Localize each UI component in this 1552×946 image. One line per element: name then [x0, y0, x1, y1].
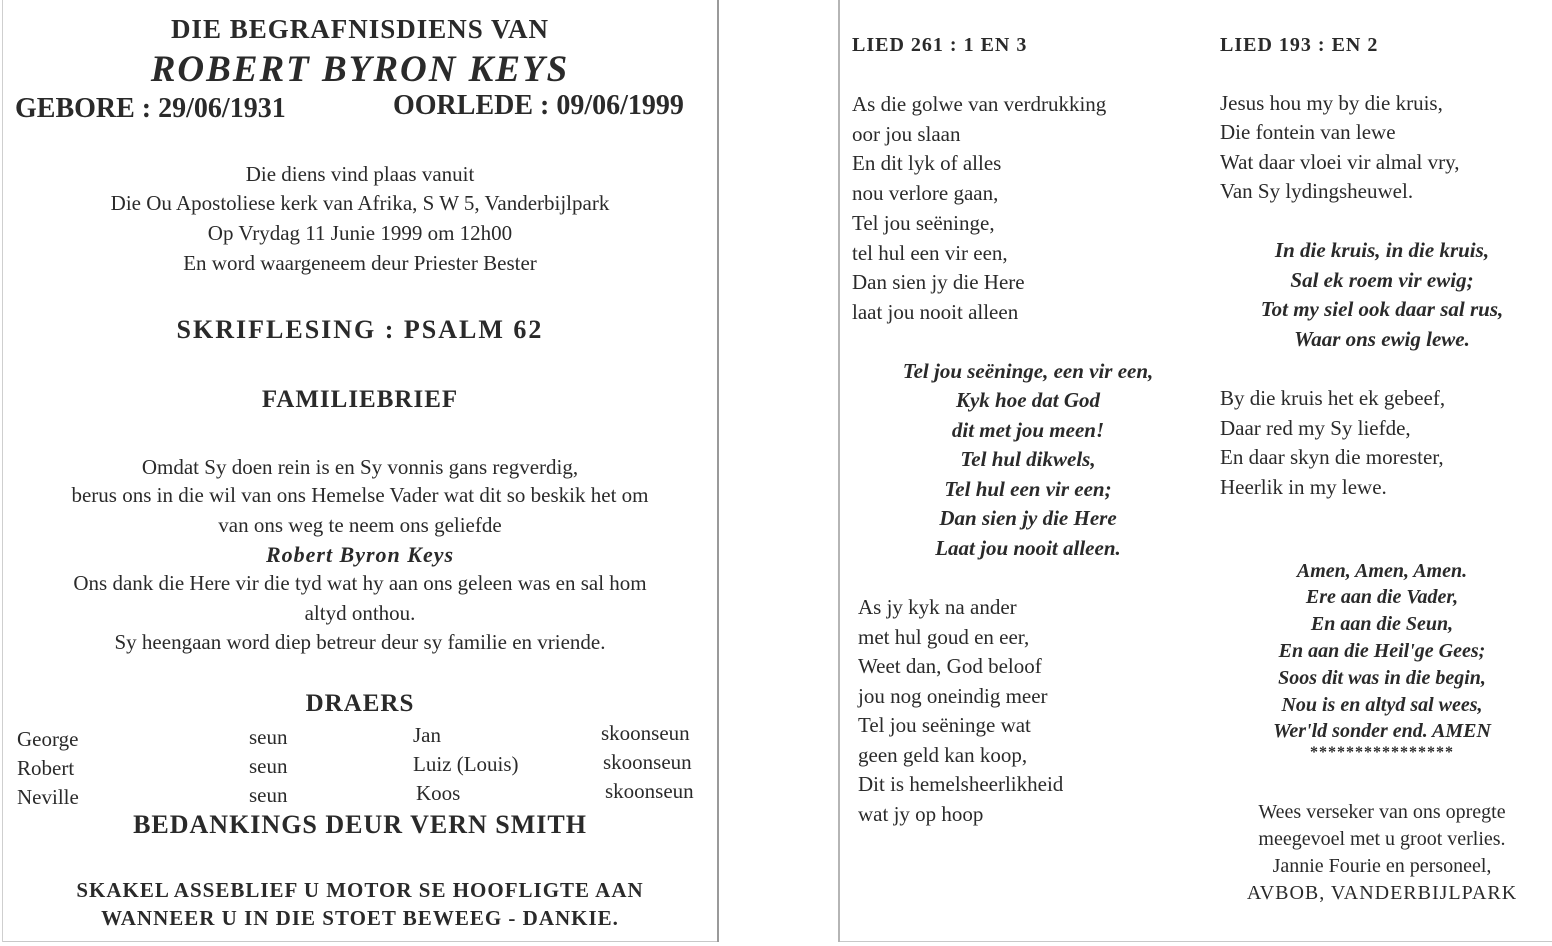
- family-letter-line: Sy heengaan word diep betreur deur sy familie en vriende.: [114, 630, 606, 654]
- doxology-line: Wer'ld sonder end. AMEN: [1273, 720, 1491, 742]
- verse-line: Die fontein van lewe: [1220, 120, 1396, 144]
- hymn-title: LIED 193 : EN 2: [1220, 34, 1379, 56]
- condolence-line: meegevoel met u groot verlies.: [1258, 828, 1506, 850]
- bearer-relation: seun: [249, 754, 288, 778]
- refrain-line: Tel hul een vir een;: [944, 477, 1112, 501]
- verse-line: oor jou slaan: [852, 122, 961, 146]
- procession-notice-line: SKAKEL ASSEBLIEF U MOTOR SE HOOFLIGTE AAN: [76, 878, 644, 902]
- birth-date: GEBORE : 29/06/1931: [15, 93, 286, 124]
- page-edge: [840, 941, 1552, 942]
- bearer-relation: skoonseun: [605, 779, 694, 803]
- verse-line: As die golwe van verdrukking: [852, 92, 1107, 116]
- verse-line: Tel jou seëninge,: [852, 211, 995, 235]
- refrain-line: In die kruis, in die kruis,: [1274, 238, 1490, 262]
- refrain-line: dit met jou meen!: [951, 418, 1105, 442]
- verse-line: tel hul een vir een,: [852, 241, 1008, 265]
- doxology-line: En aan die Seun,: [1310, 613, 1454, 635]
- scripture-reading: SKRIFLESING : PSALM 62: [176, 315, 544, 344]
- bearer-name: Jan: [413, 723, 441, 747]
- doxology-line: Ere aan die Vader,: [1305, 586, 1459, 608]
- condolence-line: Wees verseker van ons opregte: [1258, 801, 1506, 823]
- refrain-line: Tel jou seëninge, een vir een,: [902, 359, 1154, 383]
- verse-line: En dit lyk of alles: [852, 151, 1002, 175]
- bearer-name: George: [17, 727, 79, 751]
- bearer-relation: seun: [249, 725, 288, 749]
- funeral-program-left-page: [2, 0, 719, 942]
- doxology-line: Soos dit was in die begin,: [1278, 667, 1486, 689]
- procession-notice-line: WANNEER U IN DIE STOET BEWEEG - DANKIE.: [101, 906, 619, 930]
- verse-line: Dan sien jy die Here: [852, 270, 1025, 294]
- verse-line: En daar skyn die morester,: [1220, 445, 1444, 469]
- bearer-relation: skoonseun: [601, 721, 690, 745]
- service-line: Die diens vind plaas vanuit: [245, 162, 475, 186]
- verse-line: Dit is hemelsheerlikheid: [858, 772, 1064, 796]
- family-letter-line: Omdat Sy doen rein is en Sy vonnis gans regverdig,: [141, 455, 579, 479]
- refrain-line: Waar ons ewig lewe.: [1294, 327, 1470, 351]
- bearer-name: Koos: [416, 781, 461, 805]
- verse-line: nou verlore gaan,: [852, 181, 999, 205]
- verse-line: wat jy op hoop: [858, 802, 984, 826]
- refrain-line: Sal ek roem vir ewig;: [1290, 268, 1474, 292]
- verse-line: By die kruis het ek gebeef,: [1220, 386, 1446, 410]
- refrain-line: Kyk hoe dat God: [955, 388, 1101, 412]
- verse-line: As jy kyk na ander: [858, 595, 1017, 619]
- doxology-line: Amen, Amen, Amen.: [1296, 560, 1468, 582]
- verse-line: Tel jou seëninge wat: [858, 713, 1031, 737]
- family-letter-heading: FAMILIEBRIEF: [261, 386, 459, 413]
- refrain-line: Dan sien jy die Here: [939, 506, 1117, 530]
- refrain-line: Laat jou nooit alleen.: [935, 536, 1121, 560]
- bearer-relation: skoonseun: [603, 750, 692, 774]
- verse-line: Weet dan, God beloof: [858, 654, 1042, 678]
- family-letter-line: altyd onthou.: [304, 601, 416, 625]
- refrain-line: Tel hul dikwels,: [960, 447, 1096, 471]
- program-title: DIE BEGRAFNISDIENS VAN: [170, 14, 550, 44]
- bearer-name: Luiz (Louis): [413, 752, 519, 776]
- pallbearers-heading: DRAERS: [305, 690, 415, 717]
- family-letter-line: Ons dank die Here vir die tyd wat hy aan ons geleen was en sal hom: [73, 571, 647, 595]
- page-edge: [3, 941, 717, 942]
- acknowledgement: BEDANKINGS DEUR VERN SMITH: [133, 810, 587, 839]
- verse-line: geen geld kan koop,: [858, 743, 1028, 767]
- verse-line: Heerlik in my lewe.: [1220, 475, 1387, 499]
- death-date: OORLEDE : 09/06/1999: [393, 90, 684, 121]
- verse-line: Van Sy lydingsheuwel.: [1220, 179, 1414, 203]
- family-letter-deceased-name: Robert Byron Keys: [265, 542, 455, 567]
- condolence-line: Jannie Fourie en personeel,: [1272, 855, 1492, 877]
- verse-line: jou nog oneindig meer: [858, 684, 1048, 708]
- service-line: En word waargeneem deur Priester Bester: [183, 251, 537, 275]
- bearer-relation: seun: [249, 783, 288, 807]
- condolence-line: AVBOB, VANDERBIJLPARK: [1246, 882, 1518, 904]
- verse-line: Daar red my Sy liefde,: [1220, 416, 1411, 440]
- refrain-line: Tot my siel ook daar sal rus,: [1260, 297, 1504, 321]
- service-line: Op Vrydag 11 Junie 1999 om 12h00: [207, 221, 513, 245]
- ornamental-divider: ****************: [1310, 744, 1454, 761]
- family-letter-line: van ons weg te neem ons geliefde: [218, 513, 502, 537]
- doxology-line: Nou is en altyd sal wees,: [1281, 694, 1483, 716]
- verse-line: laat jou nooit alleen: [852, 300, 1019, 324]
- deceased-name: ROBERT BYRON KEYS: [150, 49, 570, 90]
- funeral-program-right-page: [838, 0, 1552, 942]
- service-line: Die Ou Apostoliese kerk van Afrika, S W 5, Vanderbijlpark: [110, 191, 610, 215]
- verse-line: met hul goud en eer,: [858, 625, 1030, 649]
- family-letter-line: berus ons in die wil van ons Hemelse Vader wat dit so beskik het om: [71, 483, 649, 507]
- hymn-title: LIED 261 : 1 EN 3: [852, 34, 1028, 56]
- doxology-line: En aan die Heil'ge Gees;: [1278, 640, 1486, 662]
- verse-line: Jesus hou my by die kruis,: [1220, 91, 1443, 115]
- verse-line: Wat daar vloei vir almal vry,: [1220, 150, 1460, 174]
- bearer-name: Robert: [17, 756, 75, 780]
- bearer-name: Neville: [17, 785, 79, 809]
